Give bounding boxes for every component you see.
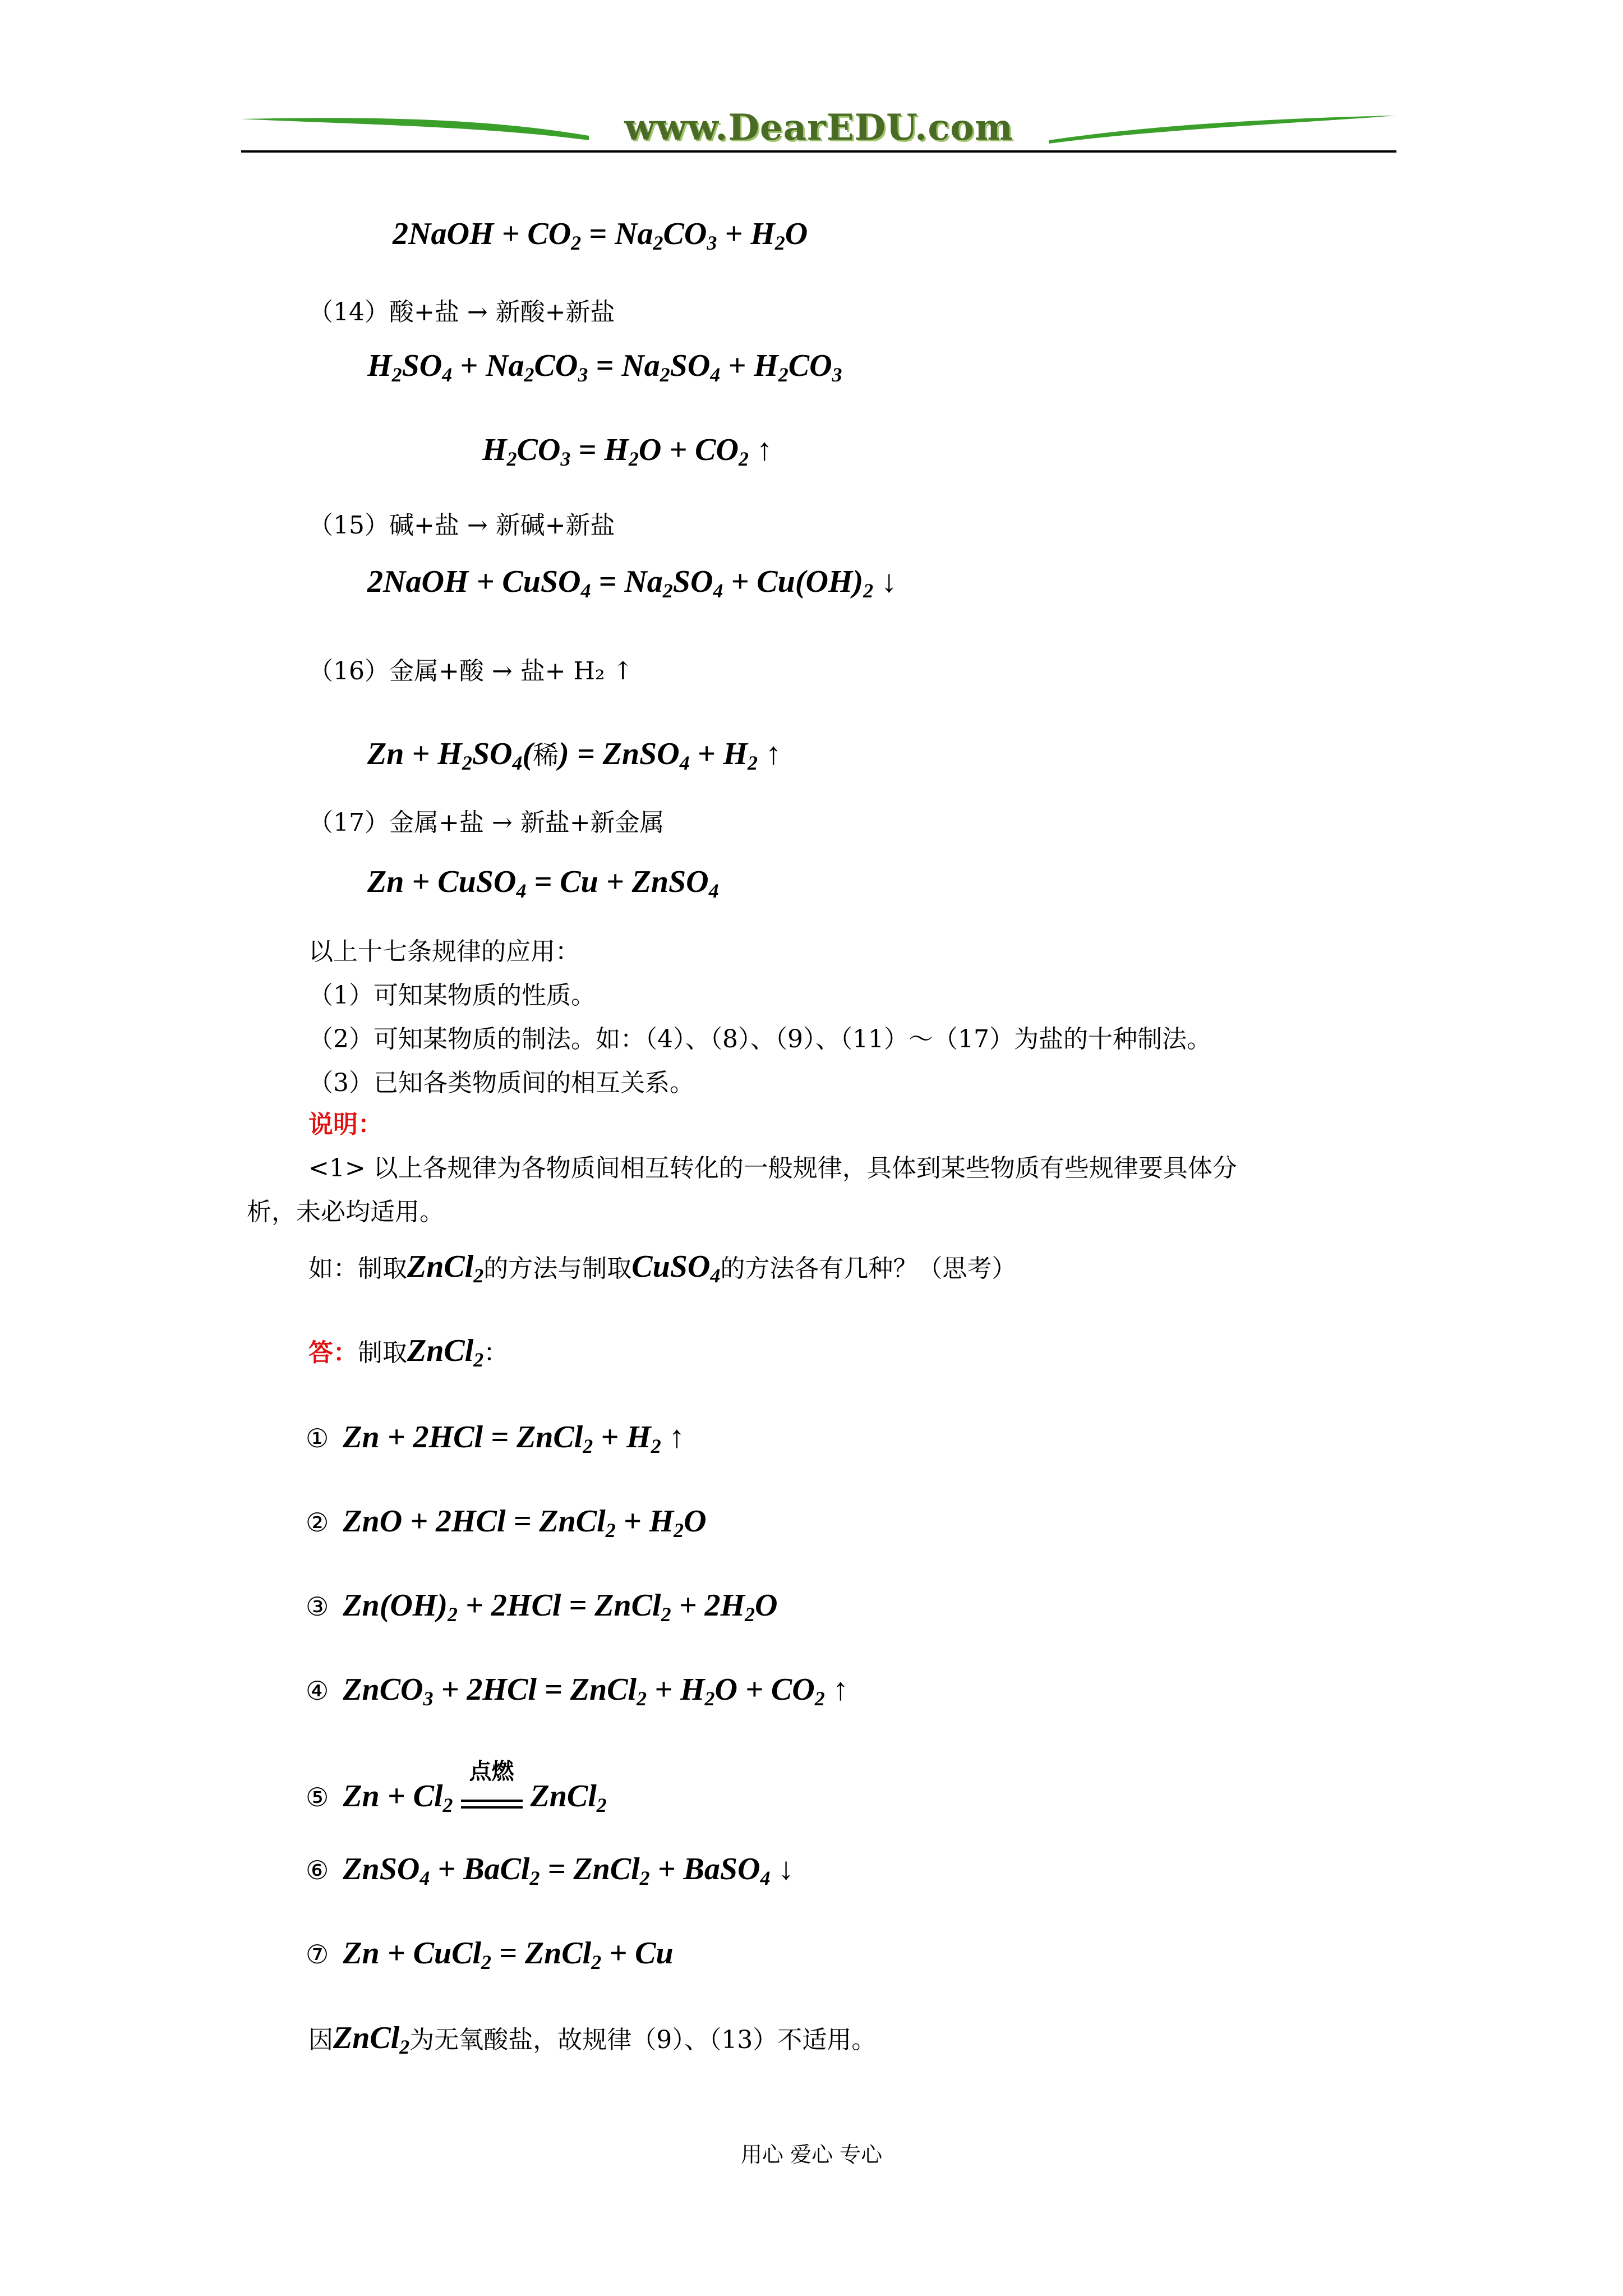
question-middle: 的方法与制取 xyxy=(483,1254,632,1283)
method-marker: ② xyxy=(306,1507,329,1538)
method-5: ⑤ $Zn + Cl_2$ 点燃 ZnCl$_2$ xyxy=(306,1778,607,1820)
application-3: （3）已知各类物质间的相互关系。 xyxy=(308,1069,694,1097)
equation-naoh-co2: 2NaOH + $CO_2 = Na_2CO_3 + H_2O$ xyxy=(393,217,808,254)
method-6: ⑥ ZnSO$_4$ + BaCl$_2$ = ZnCl$_2$ + BaSO$_4$ ↓ xyxy=(306,1852,794,1889)
rule-15: （15）碱+盐 → 新碱+新盐 xyxy=(308,511,615,540)
conclusion-prefix: 因 xyxy=(308,2026,333,2054)
site-header xyxy=(241,107,1396,157)
method-marker: ① xyxy=(306,1423,329,1453)
equation-17: Zn + CuSO$_4$ = Cu + ZnSO$_4$ xyxy=(367,864,719,902)
rule-14: （14）酸+盐 → 新酸+新盐 xyxy=(308,298,615,326)
method-marker: ⑥ xyxy=(306,1855,329,1885)
method-marker: ③ xyxy=(306,1591,329,1622)
answer-colon: ： xyxy=(483,1338,509,1367)
application-1: （1）可知某物质的性质。 xyxy=(308,981,596,1010)
method-7: ⑦ Zn + CuCl$_2$ = ZnCl$_2$ + Cu xyxy=(306,1936,674,1973)
equation-15: 2NaOH + CuSO$_4$ = $Na_2SO_4 + Cu(OH)_2$ ↓ xyxy=(367,564,897,602)
conclusion-suffix: 为无氧酸盐，故规律（9）、（13）不适用。 xyxy=(409,2026,877,2054)
question-prefix: 如：制取 xyxy=(308,1254,407,1283)
page-footer: 用心 爱心 专心 xyxy=(740,2142,883,2167)
reaction-condition xyxy=(461,1758,523,1820)
question: 如：制取ZnCl$_2$的方法与制取CuSO$_4$的方法各有几种？（思考） xyxy=(308,1249,1017,1287)
header-divider xyxy=(241,150,1396,153)
method-4: ④ ZnCO$_3$ + 2HCl = ZnCl$_2$ + $H_2O + CO_2$ ↑ xyxy=(306,1672,849,1710)
method-1: ① Zn + 2HCl = ZnCl$_2$ + $H_2$ ↑ xyxy=(306,1420,685,1457)
answer-text: 制取 xyxy=(358,1338,407,1367)
rule-16: （16）金属+酸 → 盐+ H₂ ↑ xyxy=(308,657,634,685)
rule-17: （17）金属+盐 → 新盐+新金属 xyxy=(308,808,665,837)
conclusion: 因ZnCl$_2$为无氧酸盐，故规律（9）、（13）不适用。 xyxy=(308,2021,877,2058)
note-1b: 析，未必均适用。 xyxy=(247,1198,444,1226)
method-marker: ⑦ xyxy=(306,1939,329,1970)
method-3: ③ $Zn(OH)_2 + 2HCl$ = ZnCl$_2$ + $2H_2O$ xyxy=(306,1588,778,1626)
application-title: 以上十七条规律的应用： xyxy=(308,937,580,966)
answer-label: 答： xyxy=(308,1338,358,1367)
equation-16: $Zn + H_2SO_4$(稀) = ZnSO$_4$ + $H_2$ ↑ xyxy=(367,737,782,774)
equation-14b: $H_2CO_3 = H_2O + CO_2$ ↑ xyxy=(482,432,772,470)
question-suffix: 的方法各有几种？（思考） xyxy=(720,1254,1017,1283)
condition-label: 点燃 xyxy=(469,1758,514,1784)
method-marker: ④ xyxy=(306,1676,329,1706)
answer-line: 答：制取ZnCl$_2$： xyxy=(308,1333,509,1371)
application-2: （2）可知某物质的制法。如：（4）、（8）、（9）、（11）～（17）为盐的十种制法。 xyxy=(308,1025,1211,1053)
note-1a: <1> 以上各规律为各物质间相互转化的一般规律，具体到某些物质有些规律要具体分 xyxy=(308,1154,1237,1182)
method-marker: ⑤ xyxy=(306,1782,329,1812)
note-label: 说明： xyxy=(308,1110,382,1139)
site-logo: www.DearEDU.com xyxy=(624,107,1013,149)
method-2: ② ZnO + 2HCl = ZnCl$_2$ + $H_2O$ xyxy=(306,1504,707,1542)
equation-14a: $H_2SO_4 + Na_2CO_3 = Na_2SO_4 + H_2CO_3$ xyxy=(367,348,842,386)
